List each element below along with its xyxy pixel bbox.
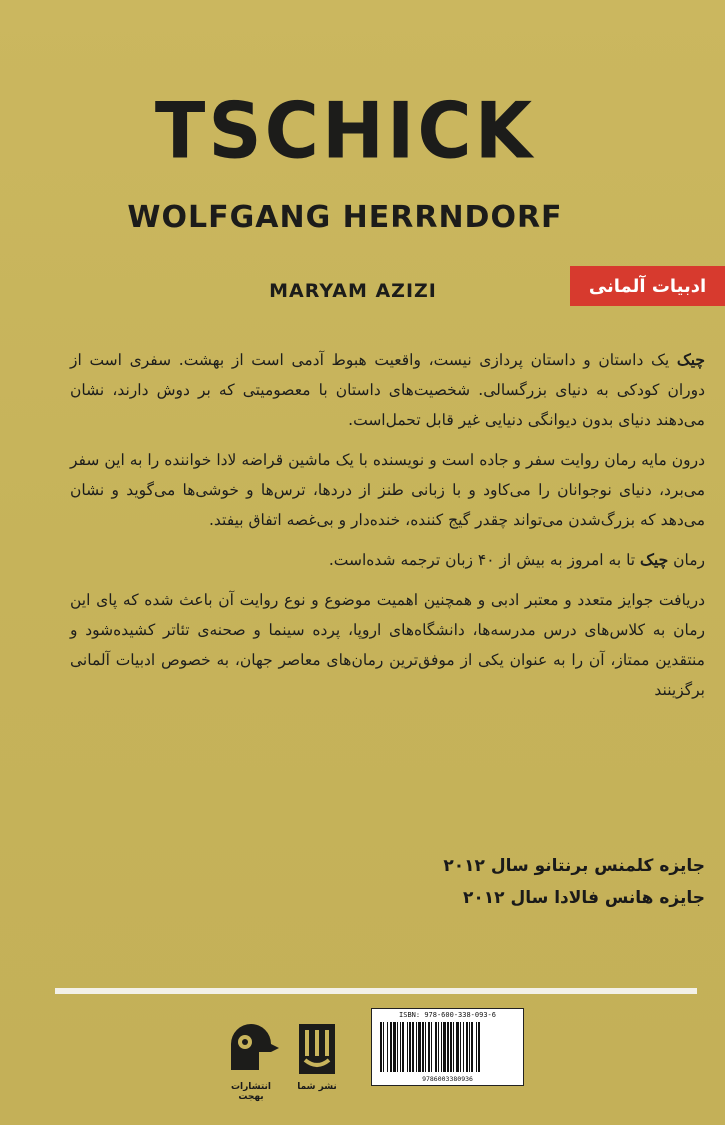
award-item: جایزه کلمنس برنتانو سال ۲۰۱۲ <box>443 856 705 876</box>
publisher-two-name: انتشارات بهجت <box>231 1082 271 1102</box>
blurb-paragraph-4: دریافت جوایز متعدد و معتبر ادبی و همچنین اهمیت موضوع و نوع روایت آن باعث شده که پای این رمان به کلاس‌های درس مدرسه‌ها، دانشگاه‌های اروپا، پرده سینما و صحنه‌ی تئاتر کشیده‌شود و منتقدین ممتاز، آن را به عنوان یکی از موفق‌ترین رمان‌های معاصر جهان، به خصوص ادبیات آلمانی برگزینند <box>70 591 705 699</box>
series-label-badge <box>570 266 725 306</box>
author-name: WOLFGANG HERRNDORF <box>127 200 563 235</box>
blurb-paragraph-1-text: یک داستان و داستان پردازی نیست، واقعیت هبوط آدمی است از بهشت. سفری است از دوران کودکی به دنیای بزرگسالی. شخصیت‌های داستان با معصومیتی که بر دوش دارند، نشان می‌دهند دنیای بدون دیوانگی دنیایی غیر قابل تحمل‌است. <box>70 351 705 429</box>
blurb-paragraph-1 <box>70 345 705 435</box>
isbn-barcode <box>371 1008 524 1086</box>
barcode-bars <box>380 1022 516 1072</box>
blurb-paragraph-3-start: رمان <box>668 551 705 569</box>
publisher-mark-icon <box>297 1022 337 1076</box>
isbn-label: ISBN: 978-600-338-093-6 <box>399 1011 496 1019</box>
publisher-logo-shoma <box>292 1022 342 1092</box>
book-title: TSCHICK <box>154 85 536 177</box>
award-item: جایزه هانس فالادا سال ۲۰۱۲ <box>463 888 705 908</box>
series-label-text: ادبیات آلمانی <box>588 275 707 297</box>
awards-list <box>70 850 705 914</box>
blurb-paragraph-3 <box>70 545 705 575</box>
publisher-one-name: نشر شما <box>297 1082 337 1092</box>
translator-name: MARYAM AZIZI <box>269 280 437 302</box>
blurb-paragraph-3-title: چیک <box>640 550 669 569</box>
blurb-title-word: چیک <box>676 350 705 369</box>
publisher-logo-bird <box>218 1018 284 1102</box>
blurb-paragraph-2: درون مایه رمان روایت سفر و جاده است و نویسنده با یک ماشین قراضه لادا خواننده را به این سفر می‌برد، دنیای نوجوانان را می‌کاود و با زبانی طنز از دردها، ترس‌ها و خوشی‌ها می‌گوید و نشان می‌دهد که بزرگ‌شدن می‌تواند چقدر گیج کننده، خنده‌دار و بی‌غصه اتفاق بیفتد. <box>70 451 705 529</box>
blurb <box>70 345 705 715</box>
blurb-paragraph-3-text: تا به امروز به بیش از ۴۰ زبان ترجمه شده‌است. <box>328 551 641 569</box>
barcode-number: 9786003380936 <box>422 1075 473 1083</box>
bird-icon <box>223 1018 279 1076</box>
divider-rule <box>55 988 697 994</box>
